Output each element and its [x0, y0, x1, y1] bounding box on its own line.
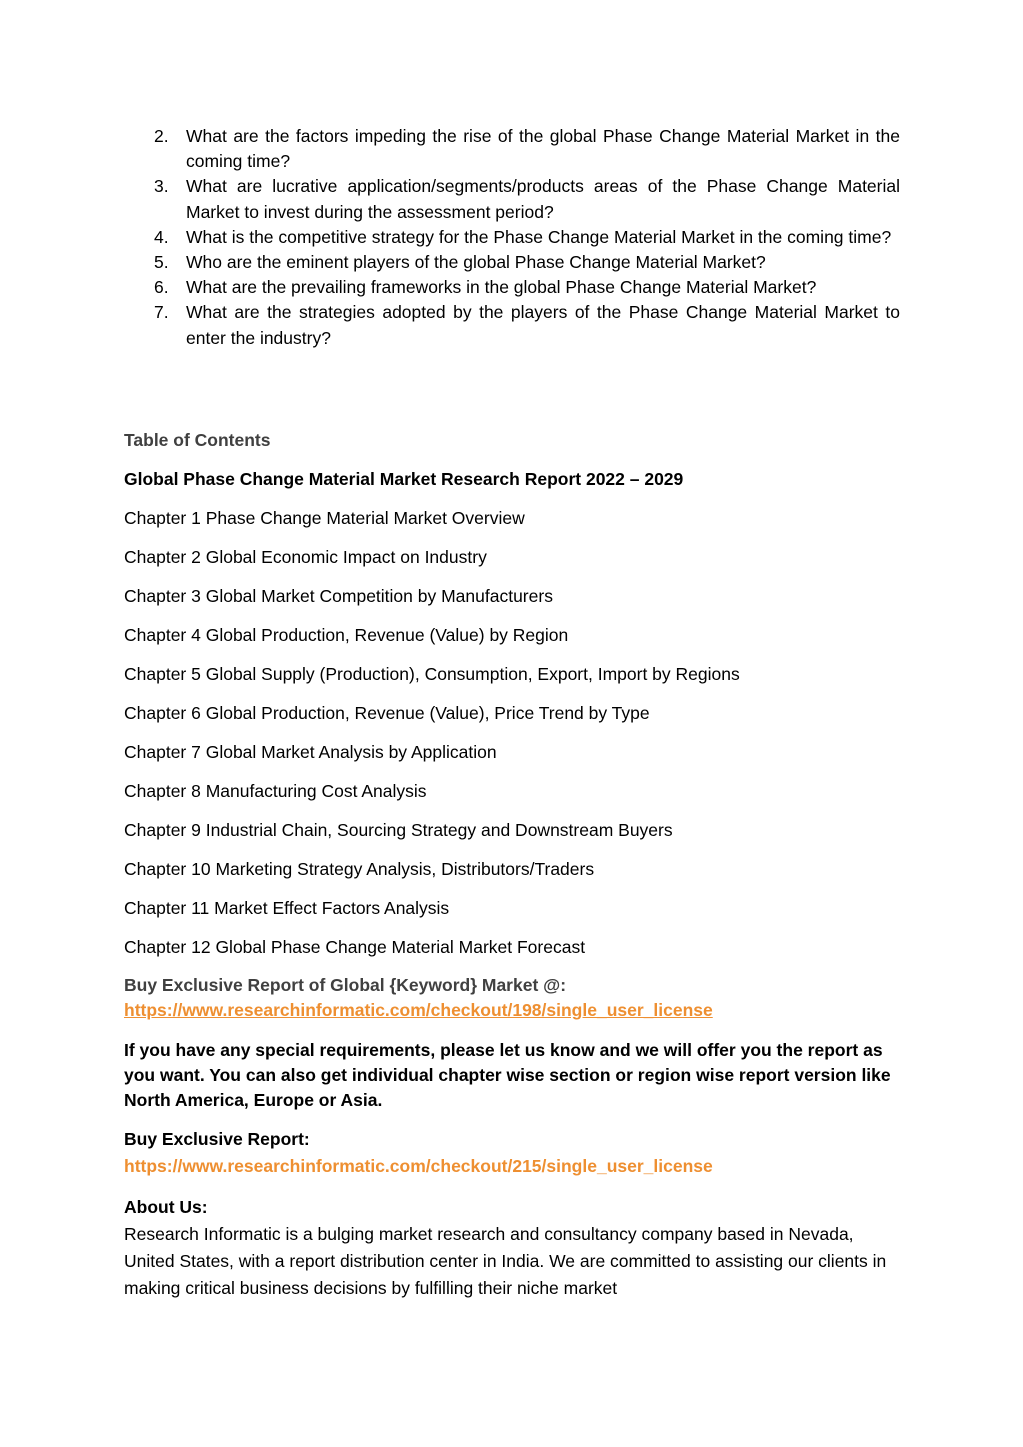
about-text: Research Informatic is a bulging market research and consultancy company based in Nevada, United States, with a report distribution center in India. We are committed to assisting our clients in making critical business decisions by fulfilling their niche market	[124, 1224, 887, 1299]
question-item	[124, 300, 900, 350]
question-number: 5.	[154, 252, 169, 273]
question-item	[124, 124, 900, 174]
question-text: What is the competitive strategy for the Phase Change Material Market in the coming time?	[186, 226, 892, 247]
toc-chapter: Chapter 11 Market Effect Factors Analysis	[124, 898, 450, 918]
toc-chapter: Chapter 6 Global Production, Revenue (Value), Price Trend by Type	[124, 703, 650, 723]
question-number: 2.	[154, 126, 169, 146]
buy-keyword-label: Buy Exclusive Report of Global {Keyword} Market @:	[124, 975, 567, 995]
questions-list	[124, 124, 900, 351]
question-number: 3.	[154, 176, 169, 197]
report-title: Global Phase Change Material Market Research Report 2022 – 2029	[124, 469, 684, 489]
question-text: What are the prevailing frameworks in the global Phase Change Material Market?	[186, 277, 817, 298]
buy-exclusive-section	[124, 1127, 900, 1179]
toc-chapter: Chapter 1 Phase Change Material Market Overview	[124, 508, 525, 528]
question-text: What are lucrative application/segments/products areas of the Phase Change Material Market to invest during the assessment period?	[186, 176, 900, 222]
toc-chapter: Chapter 9 Industrial Chain, Sourcing Strategy and Downstream Buyers	[124, 820, 673, 840]
toc-chapter: Chapter 7 Global Market Analysis by Application	[124, 742, 497, 762]
buy-exclusive-link[interactable]: https://www.researchinformatic.com/checkout/215/single_user_license	[124, 1156, 713, 1177]
toc-chapter: Chapter 5 Global Supply (Production), Consumption, Export, Import by Regions	[124, 664, 740, 684]
about-section	[124, 1195, 900, 1302]
question-number: 4.	[154, 226, 169, 247]
buy-keyword-link[interactable]: https://www.researchinformatic.com/checkout/198/single_user_license	[124, 1000, 713, 1021]
question-item	[124, 275, 900, 300]
question-item	[124, 174, 900, 224]
toc-chapter: Chapter 10 Marketing Strategy Analysis, Distributors/Traders	[124, 859, 595, 879]
question-number: 6.	[154, 277, 169, 298]
toc-chapter: Chapter 12 Global Phase Change Material Market Forecast	[124, 937, 586, 957]
buy-keyword-section	[124, 973, 900, 1023]
toc-chapter: Chapter 3 Global Market Competition by Manufacturers	[124, 586, 553, 606]
special-requirements-text: If you have any special requirements, please let us know and we will offer you the report as you want. You can also get individual chapter wise section or region wise report version like North America, Europe or Asia.	[124, 1040, 891, 1111]
question-item	[124, 250, 900, 275]
buy-exclusive-label: Buy Exclusive Report:	[124, 1129, 310, 1149]
question-number: 7.	[154, 302, 169, 323]
question-text: What are the factors impeding the rise of the global Phase Change Material Market in the coming time?	[186, 126, 900, 172]
toc-chapter: Chapter 4 Global Production, Revenue (Value) by Region	[124, 625, 569, 645]
about-heading: About Us:	[124, 1197, 208, 1217]
question-text: Who are the eminent players of the global Phase Change Material Market?	[186, 252, 766, 273]
question-text: What are the strategies adopted by the players of the Phase Change Material Market to enter the industry?	[186, 302, 900, 348]
question-item	[124, 225, 900, 250]
toc-chapter: Chapter 2 Global Economic Impact on Industry	[124, 547, 487, 567]
toc-heading: Table of Contents	[124, 430, 271, 450]
toc-chapter: Chapter 8 Manufacturing Cost Analysis	[124, 781, 427, 801]
